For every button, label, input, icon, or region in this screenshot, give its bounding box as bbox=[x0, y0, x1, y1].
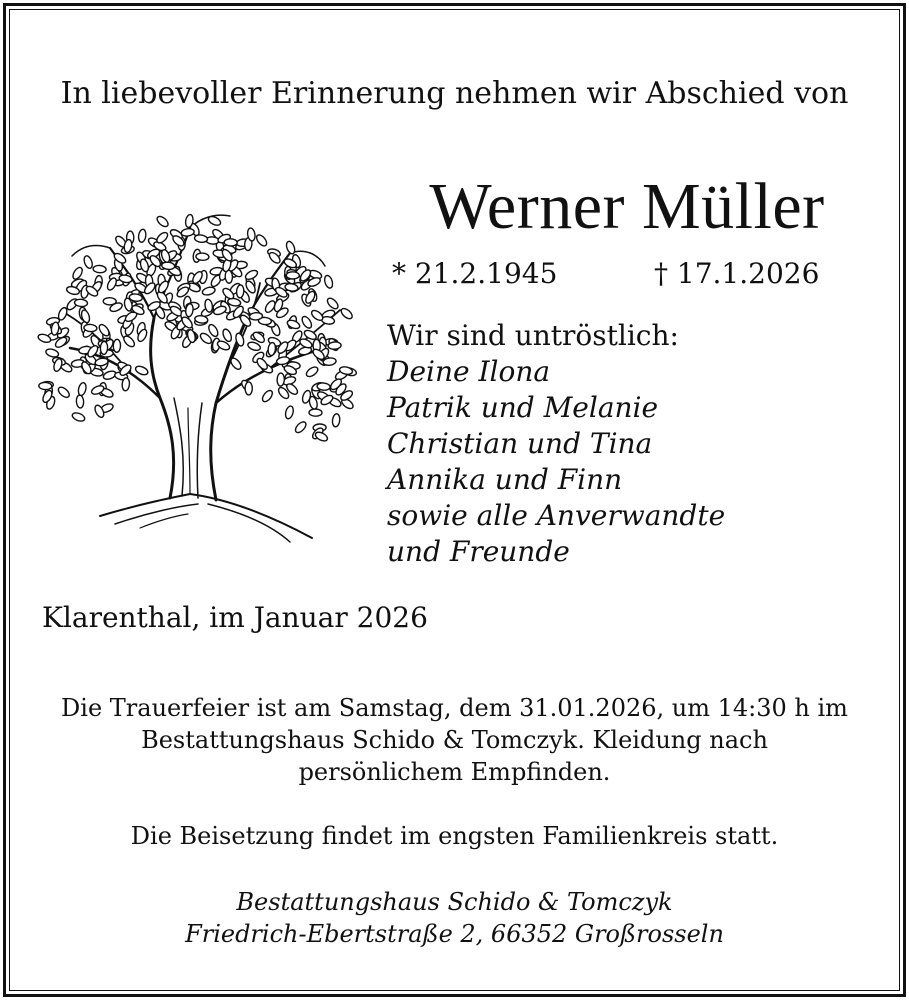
leaf-shape bbox=[328, 342, 341, 350]
leaf-shape bbox=[229, 356, 243, 371]
leaf-shape bbox=[323, 275, 334, 290]
leaf-shape bbox=[155, 215, 170, 229]
leaf-shape bbox=[305, 365, 320, 378]
leaf-shape bbox=[236, 285, 244, 298]
leaf-shape bbox=[76, 395, 84, 408]
headline: In liebevoller Erinnerung nehmen wir Abschied von bbox=[60, 76, 849, 111]
leaf-shape bbox=[122, 378, 130, 392]
ceremony-info bbox=[20, 692, 889, 788]
leaf-shape bbox=[304, 290, 317, 305]
leaf-shape bbox=[134, 365, 149, 377]
leaf-shape bbox=[106, 277, 118, 292]
leaf-shape bbox=[277, 373, 285, 386]
leaf-shape bbox=[122, 334, 136, 348]
leaf-shape bbox=[103, 298, 116, 305]
leaf-shape bbox=[196, 253, 209, 261]
ceremony-line: persönlichem Empfinden. bbox=[298, 758, 611, 786]
leaf-shape bbox=[286, 272, 299, 279]
leaf-shape bbox=[84, 324, 97, 332]
undertaker-name: Bestattungshaus Schido & Tomczyk bbox=[236, 888, 673, 916]
ceremony-line: Bestattungshaus Schido & Tomczyk. Kleidung nach bbox=[141, 726, 768, 754]
leaf-shape bbox=[71, 266, 84, 281]
leaf-shape bbox=[310, 309, 325, 323]
leaf-shape bbox=[255, 357, 269, 372]
mourner-line: Christian und Tina bbox=[387, 427, 653, 460]
leaf-shape bbox=[207, 215, 222, 227]
leaf-shape bbox=[57, 385, 72, 399]
leaf-shape bbox=[45, 348, 60, 359]
leaf-shape bbox=[201, 286, 215, 296]
tree-icon bbox=[20, 198, 365, 558]
leaf-shape bbox=[326, 296, 340, 310]
leaf-shape bbox=[294, 420, 308, 434]
leaf-shape bbox=[255, 233, 269, 248]
leaf-shape bbox=[264, 299, 277, 314]
death-date: † 17.1.2026 bbox=[654, 257, 820, 290]
ceremony-line: Die Trauerfeier ist am Samstag, dem 31.01.2026, um 14:30 h im bbox=[61, 694, 848, 722]
leaf-shape bbox=[39, 382, 52, 390]
mourners-intro: Wir sind untröstlich: bbox=[387, 319, 679, 352]
leaf-shape bbox=[113, 339, 121, 352]
leaf-shape bbox=[285, 240, 296, 255]
leaf-shape bbox=[317, 382, 331, 390]
mourner-line: sowie alle Anverwandte bbox=[387, 499, 726, 532]
leaf-shape bbox=[261, 389, 275, 404]
undertaker-block bbox=[20, 886, 889, 950]
leaf-shape bbox=[74, 299, 88, 307]
leaf-shape bbox=[300, 315, 313, 330]
deceased-name: Werner Müller bbox=[429, 170, 825, 243]
leaf-shape bbox=[138, 229, 147, 243]
leaf-shape bbox=[309, 409, 322, 416]
mourner-line: Annika und Finn bbox=[387, 463, 623, 496]
leaf-shape bbox=[93, 265, 106, 273]
leaf-shape bbox=[100, 341, 108, 354]
leaf-shape bbox=[314, 430, 329, 442]
leaf-shape bbox=[71, 411, 86, 422]
leaf-shape bbox=[224, 239, 237, 247]
burial-info: Die Beisetzung findet im engsten Familienkreis statt. bbox=[130, 822, 779, 850]
leaf-shape bbox=[181, 228, 195, 237]
leaf-shape bbox=[332, 413, 341, 427]
leaf-shape bbox=[244, 269, 259, 282]
leaf-shape bbox=[221, 328, 233, 343]
leaf-shape bbox=[97, 323, 111, 338]
mourner-line: Patrik und Melanie bbox=[387, 391, 659, 424]
leaf-shape bbox=[77, 382, 87, 396]
undertaker-address: Friedrich-Ebertstraße 2, 66352 Großrosseln bbox=[185, 920, 724, 948]
mourner-line: und Freunde bbox=[387, 535, 570, 568]
birth-date: * 21.2.1945 bbox=[392, 257, 558, 290]
leaf-shape bbox=[245, 382, 252, 395]
leaf-shape bbox=[339, 307, 354, 321]
leaf-shape bbox=[249, 312, 262, 320]
leaf-shape bbox=[83, 255, 94, 270]
place-date: Klarenthal, im Januar 2026 bbox=[42, 601, 428, 634]
leaf-shape bbox=[57, 306, 69, 321]
leaf-shape bbox=[155, 231, 169, 245]
mourners-list bbox=[387, 354, 725, 570]
leaf-shape bbox=[194, 234, 208, 243]
mourner-line: Deine Ilona bbox=[387, 355, 551, 388]
leaf-shape bbox=[284, 405, 294, 419]
leaf-shape bbox=[139, 258, 150, 273]
leaf-shape bbox=[286, 319, 301, 331]
